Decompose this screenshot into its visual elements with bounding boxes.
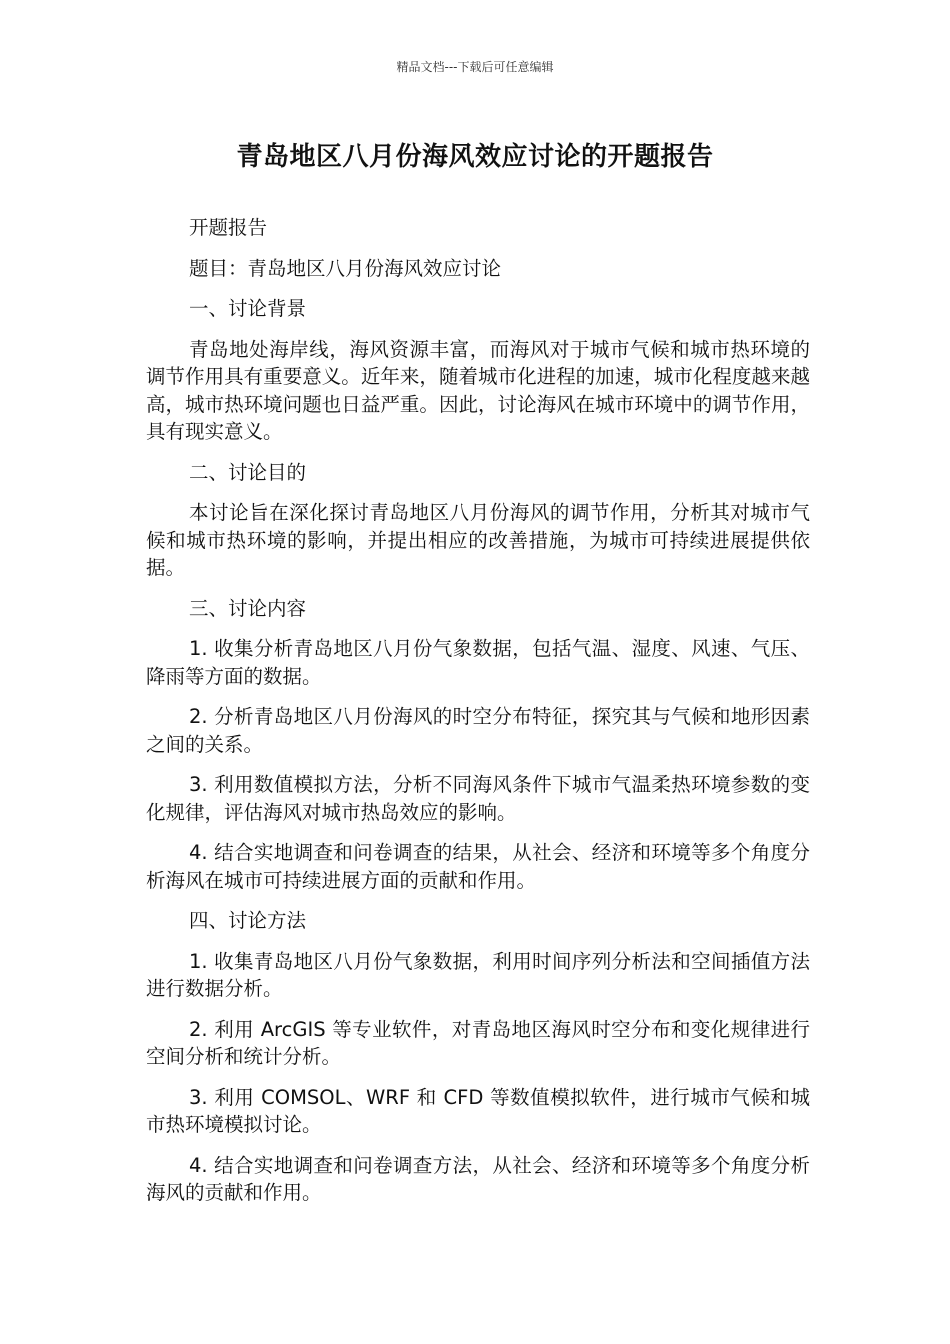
header-note: 精品文档---下载后可任意编辑	[396, 60, 554, 74]
section-heading-methods: 四、讨论方法	[189, 909, 307, 932]
method-item-3: 3. 利用 COMSOL、WRF 和 CFD 等数值模拟软件，进行城市气候和城市热环境模拟讨论。	[146, 1085, 810, 1136]
content-item-1: 1. 收集分析青岛地区八月份气象数据，包括气温、湿度、风速、气压、降雨等方面的数据。	[146, 637, 810, 688]
content-item-2: 2. 分析青岛地区八月份海风的时空分布特征，探究其与气候和地形因素之间的关系。	[146, 705, 810, 756]
document-title: 青岛地区八月份海风效应讨论的开题报告	[236, 142, 714, 172]
paragraph-report-label: 开题报告	[189, 216, 268, 239]
method-item-4: 4. 结合实地调查和问卷调查方法，从社会、经济和环境等多个角度分析海风的贡献和作用。	[146, 1153, 810, 1204]
section-heading-purpose: 二、讨论目的	[189, 460, 307, 484]
content-item-3: 3. 利用数值模拟方法，分析不同海风条件下城市气温柔热环境参数的变化规律，评估海风对城市热岛效应的影响。	[146, 773, 810, 824]
section-heading-content: 三、讨论内容	[189, 596, 307, 620]
method-item-2: 2. 利用 ArcGIS 等专业软件，对青岛地区海风时空分布和变化规律进行空间分析和统计分析。	[146, 1017, 810, 1068]
paragraph-topic: 题目：青岛地区八月份海风效应讨论	[189, 256, 502, 280]
content-item-4: 4. 结合实地调查和问卷调查的结果，从社会、经济和环境等多个角度分析海风在城市可持续进展方面的贡献和作用。	[146, 841, 810, 892]
method-item-1: 1. 收集青岛地区八月份气象数据，利用时间序列分析法和空间插值方法进行数据分析。	[146, 949, 810, 1000]
paragraph-background: 青岛地处海岸线，海风资源丰富，而海风对于城市气候和城市热环境的调节作用具有重要意义。近年来，随着城市化进程的加速，城市化程度越来越高，城市热环境问题也日益严重。因此，讨论海风在城市环境中的调节作用，具有现实意义。	[146, 337, 810, 443]
paragraph-purpose: 本讨论旨在深化探讨青岛地区八月份海风的调节作用，分析其对城市气候和城市热环境的影响，并提出相应的改善措施，为城市可持续进展提供依据。	[146, 501, 810, 579]
document-body	[146, 214, 810, 1220]
section-heading-background: 一、讨论背景	[189, 297, 307, 320]
